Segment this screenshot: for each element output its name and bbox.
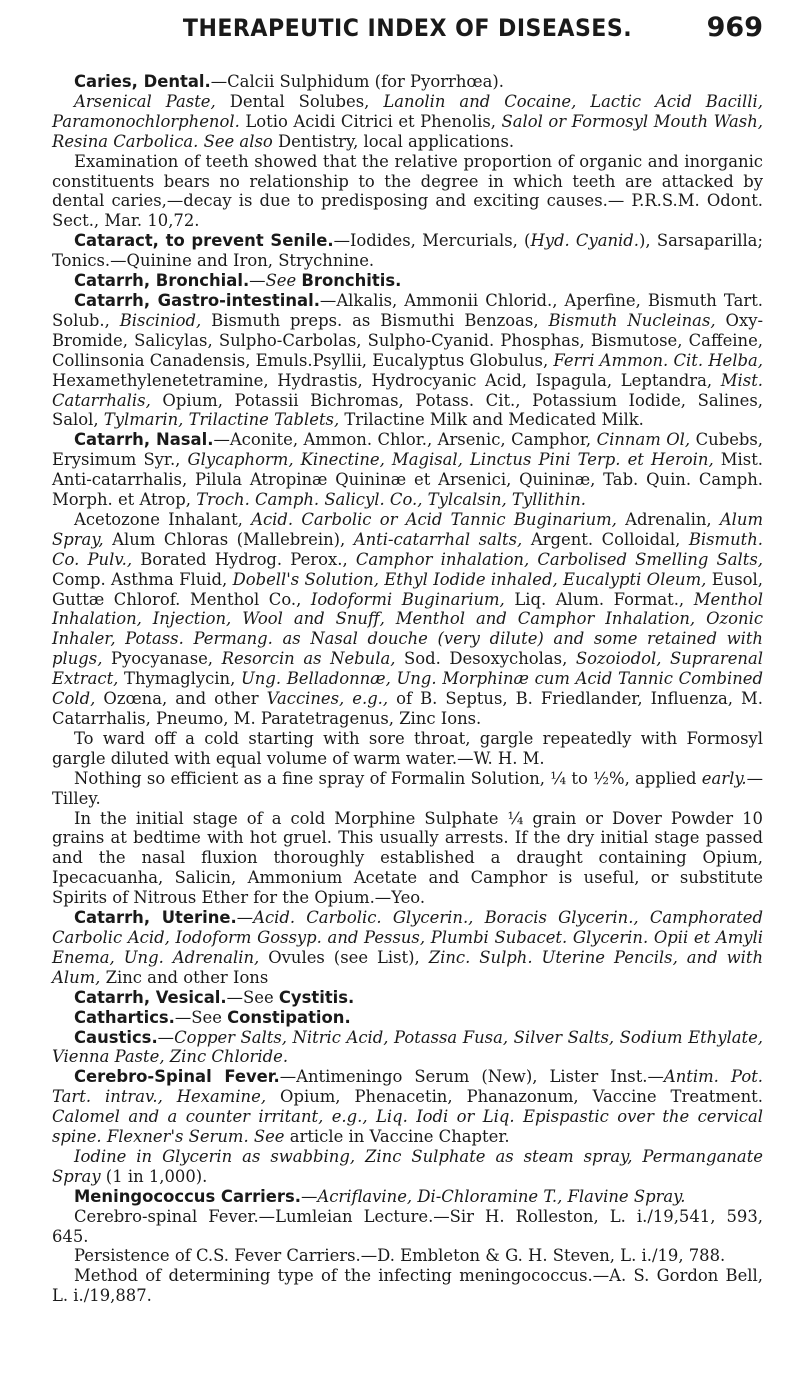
entry-heading: Cerebro-Spinal Fever. — [74, 1067, 280, 1087]
text-run: Sod. Desoxycholas, — [395, 649, 576, 669]
entry-heading: Cystitis. — [278, 987, 355, 1007]
text-run: Argent. Colloidal, — [522, 529, 689, 549]
text-run: Opium, Phenacetin, Phanazonum, Vaccine Treatment. — [266, 1087, 763, 1107]
index-paragraph — [52, 152, 763, 232]
text-run: Thymaglycin, — [118, 669, 241, 689]
text-run: Lotio Acidi Citrici et Phenolis, — [239, 111, 502, 131]
italic-run: Acid. Carbolic. Glycerin., Boracis Glycerin., Camphorated Carbolic Acid, Iodoform Gossyp. and Pessus, Plumbi Subacet. Glycerin. Opii et Amyli Enema, Ung. Adrenalin, — [52, 908, 763, 967]
italic-run: Acriflavine, Di-Chloramine T., Flavine Spray. — [317, 1186, 686, 1206]
index-paragraph — [52, 769, 763, 809]
index-paragraph — [52, 1266, 763, 1306]
text-run: Method of determining type of the infecting meningococcus.—A. S. Gordon Bell, L. i./19,887. — [52, 1266, 763, 1306]
italic-run: Iodine in Glycerin as swabbing, Zinc Sulphate as steam spray, Permanganate Spray — [52, 1146, 763, 1186]
running-title: THERAPEUTIC INDEX OF DISEASES. — [182, 14, 633, 42]
text-run: Alum Chloras (Mallebrein), — [103, 529, 354, 549]
text-run: Examination of teeth showed that the relative proportion of organic and inorganic constituents bears no relationship to the degree in which teeth are attacked by dental caries,—decay is due to predisposing and exciting causes.— P.R.S.M. Odont. Sect., Mar. 10,72. — [52, 151, 763, 231]
text-run: — — [300, 1186, 318, 1206]
text-run: —Calcii Sulphidum (for Pyorrhœa). — [210, 72, 505, 91]
index-body — [52, 72, 763, 1306]
text-run: —Antimeningo Serum (New), Lister Inst.— — [279, 1067, 664, 1087]
entry-heading: Caries, Dental. — [74, 72, 211, 91]
text-run: (1 in 1,000). — [100, 1166, 208, 1186]
italic-run: Hyd. Cyanid. — [530, 231, 640, 251]
italic-run: Lanolin and Cocaine, Lactic Acid Bacilli, Paramonochlorphenol. — [52, 91, 763, 131]
text-run: Zinc and other Ions — [100, 967, 269, 987]
index-paragraph — [52, 231, 763, 271]
text-run: Liq. Alum. Format., — [504, 589, 694, 609]
page-header — [52, 10, 763, 52]
italic-run: Salol or Formosyl Mouth Wash, Resina Carbolica. See also — [52, 111, 763, 151]
text-run: Comp. Asthma Fluid, — [52, 569, 233, 589]
italic-run: Tylmarin, Trilactine Tablets, — [103, 410, 340, 430]
text-run: To ward off a cold starting with sore throat, gargle repeatedly with Formosyl gargle diluted with equal volume of warm water.—W. H. M. — [52, 728, 763, 768]
text-run: Trilactine Milk and Medicated Milk. — [339, 410, 644, 430]
text-run: ), Sarsaparilla; Tonics.—Quinine and Iron, Strychnine. — [52, 231, 763, 271]
index-paragraph — [52, 92, 763, 152]
italic-run: Iodoformi Buginarium, — [310, 589, 505, 609]
text-run: Dental Solubes, — [215, 91, 384, 111]
italic-run: Glycaphorm, Kinectine, Magisal, Linctus Pini Terp. et Heroin, — [187, 450, 714, 470]
index-paragraph — [52, 1147, 763, 1187]
text-run: Pyocyanase, — [102, 649, 222, 669]
index-paragraph — [52, 908, 763, 988]
index-paragraph — [52, 1246, 763, 1266]
text-run: article in Vaccine Chapter. — [284, 1127, 510, 1147]
text-run: Acetozone Inhalant, — [74, 509, 252, 529]
entry-heading: Meningococcus Carriers. — [74, 1186, 301, 1206]
text-run: Nothing so efficient as a fine spray of Formalin Solution, ¼ to ½%, applied — [74, 768, 702, 788]
index-paragraph — [52, 729, 763, 769]
index-paragraph — [52, 1008, 763, 1028]
italic-run: Calomel and a counter irritant, e.g., Liq. Iodi or Liq. Epispastic over the cervical spine. Flexner's Serum. See — [52, 1107, 763, 1147]
index-paragraph — [52, 1067, 763, 1147]
text-run: Mist. Anti-catarrhalis, Pilula Atropinæ Quininæ et Arsenici, Quininæ, Tab. Quin. Camph. Morph. et Atrop, — [52, 450, 763, 510]
text-run: Dentistry, local applications. — [272, 131, 515, 151]
text-run: Opium, Potassii Bichromas, Potass. Cit., Potassium Iodide, Salines, Salol, — [52, 390, 763, 430]
italic-run: Vaccines, e.g., — [266, 689, 389, 709]
text-run: Hexamethylenetetramine, Hydrastis, Hydrocyanic Acid, Ispagula, Leptandra, — [52, 370, 721, 390]
italic-run: Bisciniod, — [119, 310, 202, 330]
italic-run: early. — [701, 768, 747, 788]
italic-run: Copper Salts, Nitric Acid, Potassa Fusa, Silver Salts, Sodium Ethylate, Vienna Paste, Zinc Chloride. — [52, 1027, 763, 1067]
text-run: —See — [174, 1007, 228, 1027]
italic-run: Acid. Carbolic or Acid Tannic Buginarium, — [251, 509, 617, 529]
italic-run: Bismuth Nucleinas, — [548, 310, 716, 330]
text-run: Persistence of C.S. Fever Carriers.—D. Embleton & G. H. Steven, L. i./19, 788. — [74, 1246, 726, 1266]
italic-run: Arsenical Paste, — [74, 91, 216, 111]
entry-heading: Catarrh, Nasal. — [74, 430, 214, 450]
index-paragraph — [52, 291, 763, 430]
index-paragraph — [52, 1187, 763, 1207]
entry-heading: Catarrh, Bronchial. — [74, 271, 250, 291]
text-run: In the initial stage of a cold Morphine Sulphate ¼ grain or Dover Powder 10 grains at bedtime with hot gruel. This usually arrests. If the dry initial stage passed and the nasal fluxion thoroughly established a draught containing Opium, Ipecacuanha, Salicin, Ammonium Acetate and Camphor is useful, or substitute Spirits of Nitrous Ether for the Opium.—Yeo. — [52, 808, 763, 908]
text-run: — — [249, 271, 266, 291]
index-paragraph — [52, 510, 763, 729]
text-run: Ozœna, and other — [95, 689, 267, 709]
index-paragraph — [52, 72, 763, 92]
index-paragraph — [52, 1207, 763, 1247]
entry-heading: Catarrh, Vesical. — [74, 987, 227, 1007]
text-run: Cerebro-spinal Fever.—Lumleian Lecture.—Sir H. Rolleston, L. i./19,541, 593, 645. — [52, 1206, 763, 1246]
entry-heading: Cataract, to prevent Senile. — [74, 231, 334, 251]
text-run: Adrenalin, — [616, 509, 720, 529]
entry-heading: Constipation. — [227, 1007, 351, 1027]
text-run: —Iodides, Mercurials, ( — [333, 231, 531, 251]
text-run: — — [236, 908, 254, 928]
italic-run: Antim. Pot. Tart. intrav., Hexamine, — [52, 1067, 763, 1107]
italic-run: Camphor inhalation, Carbolised Smelling Salts, — [355, 549, 763, 569]
italic-run: Menthol Inhalation, Injection, Wool and Snuff, Menthol and Camphor Inhalation, Ozonic Inhaler, Potass. Permang. as Nasal douche (very dilute) and some retained with plugs, — [52, 589, 763, 669]
italic-run: Ung. Belladonnæ, Ung. Morphinæ cum Acid Tannic Combined Cold, — [52, 669, 764, 709]
entry-heading: Bronchitis. — [301, 271, 402, 291]
text-run: Bismuth preps. as Bismuthi Benzoas, — [201, 310, 549, 330]
italic-run: Resorcin as Nebula, — [221, 649, 396, 669]
text-run: Cubebs, Erysimum Syr., — [52, 430, 764, 470]
text-run: —Alkalis, Ammonii Chlorid., Aperfine, Bismuth Tart. Solub., — [52, 290, 763, 330]
italic-run: Alum Spray, — [52, 509, 764, 549]
entry-heading: Caustics. — [74, 1027, 158, 1047]
text-run: —See — [226, 987, 279, 1007]
text-run: —Tilley. — [52, 768, 763, 808]
italic-run: Cinnam Ol, — [596, 430, 691, 450]
entry-heading: Catarrh, Gastro-intestinal. — [74, 290, 320, 310]
index-paragraph — [52, 1028, 763, 1068]
italic-run: Anti-catarrhal salts, — [353, 529, 523, 549]
text-run: Borated Hydrog. Perox., — [132, 549, 356, 569]
italic-run: Ferri Ammon. Cit. Helba, — [553, 350, 763, 370]
text-run: of B. Septus, B. Friedlander, Influenza, M. Catarrhalis, Pneumo, M. Paratetragenus, Zinc Ions. — [52, 689, 763, 728]
italic-run: Troch. Camph. Salicyl. Co., Tylcalsin, Tyllithin. — [196, 490, 586, 510]
index-paragraph — [52, 988, 763, 1008]
italic-run: Zinc. Sulph. Uterine Pencils, and with Alum, — [52, 947, 763, 987]
entry-heading: Catarrh, Uterine. — [74, 908, 237, 928]
italic-run: See — [265, 271, 297, 291]
index-paragraph — [52, 271, 763, 291]
text-run: —Aconite, Ammon. Chlor., Arsenic, Camphor, — [213, 430, 597, 450]
page-number: 969 — [706, 12, 763, 43]
index-paragraph — [52, 430, 763, 510]
text-run: Eusol, Guttæ Chlorof. Menthol Co., — [52, 569, 763, 609]
text-run: Oxy-Bromide, Salicylas, Sulpho-Carbolas, Sulpho-Cyanid. Phosphas, Bismutose, Caffeine, Collinsonia Canadensis, Emuls.Psyllii, Eucalyptus Globulus, — [52, 310, 763, 370]
text-run: Ovules (see List), — [259, 947, 429, 967]
italic-run: Mist. Catarrhalis, — [52, 370, 763, 410]
entry-heading: Cathartics. — [74, 1007, 175, 1027]
italic-run: Sozoiodol, Suprarenal Extract, — [52, 649, 763, 689]
italic-run: Bismuth. Co. Pulv., — [52, 529, 764, 569]
index-paragraph — [52, 809, 763, 909]
italic-run: Dobell's Solution, Ethyl Iodide inhaled, Eucalypti Oleum, — [232, 569, 707, 589]
text-run: — — [157, 1027, 175, 1047]
